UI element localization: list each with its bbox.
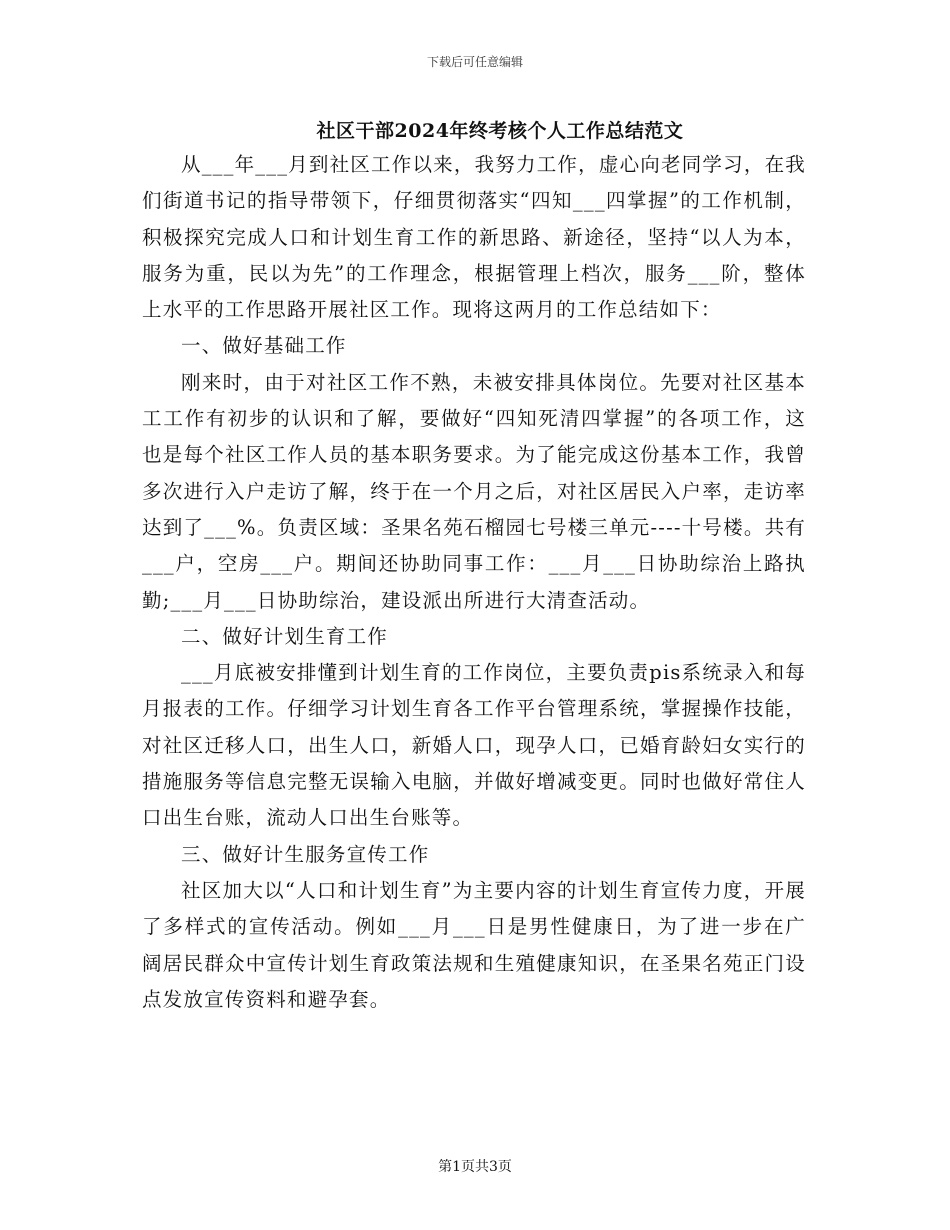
intro-paragraph: 从___年___月到社区工作以来，我努力工作，虚心向老同学习，在我们街道书记的指导带领下，仔细贯彻落实“四知___四掌握”的工作机制，积极探究完成人口和计划生育工作的新思路、新途径，坚持“以人为本，服务为重，民以为先”的工作理念，根据管理上档次，服务___阶，整体上水平的工作思路开展社区工作。现将这两月的工作总结如下：	[142, 153, 806, 322]
section-heading-3: 三、做好计生服务宣传工作	[181, 842, 430, 866]
section-heading-2: 二、做好计划生育工作	[181, 624, 389, 648]
header-note: 下载后可任意编辑	[426, 55, 523, 69]
section-2-paragraph: ___月底被安排懂到计划生育的工作岗位，主要负责pis系统录入和每月报表的工作。仔细学习计划生育各工作平台管理系统，掌握操作技能，对社区迁移人口，出生人口，新婚人口，现孕人口，已婚育龄妇女实行的措施服务等信息完整无误输入电脑，并做好增减变更。同时也做好常住人口出生台账，流动人口出生台账等。	[142, 661, 806, 830]
section-1-paragraph: 刚来时，由于对社区工作不熟，未被安排具体岗位。先要对社区基本工工作有初步的认识和了解，要做好“四知死清四掌握”的各项工作，这也是每个社区工作人员的基本职务要求。为了能完成这份基本工作，我曾多次进行入户走访了解，终于在一个月之后，对社区居民入户率，走访率达到了___%。负责区域：圣果名苑石榴园七号楼三单元----十号楼。共有___户，空房___户。期间还协助同事工作：___月___日协助综治上路执勤;___月___日协助综治，建设派出所进行大清查活动。	[142, 370, 806, 612]
document-title: 社区干部2024年终考核个人工作总结范文	[316, 120, 684, 142]
document-body	[142, 147, 806, 1018]
page-footer: 第1页共3页	[438, 1159, 512, 1175]
section-3-paragraph: 社区加大以“人口和计划生育”为主要内容的计划生育宣传力度，开展了多样式的宣传活动。例如___月___日是男性健康日，为了进一步在广阔居民群众中宣传计划生育政策法规和生殖健康知识，在圣果名苑正门设点发放宣传资料和避孕套。	[142, 878, 806, 1011]
section-heading-1: 一、做好基础工作	[181, 334, 347, 358]
